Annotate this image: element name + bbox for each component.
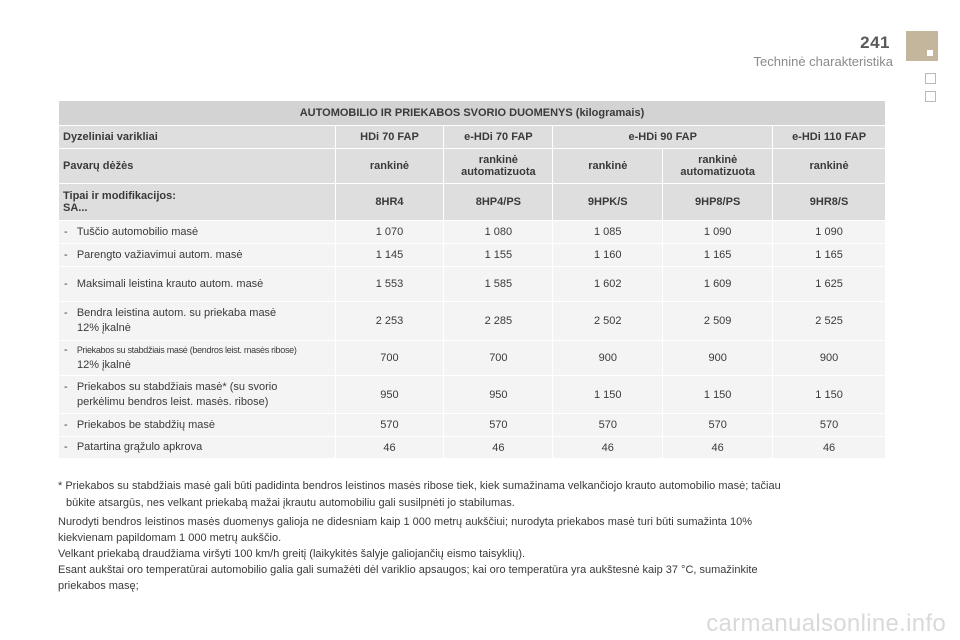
table-cell: 700 — [335, 341, 444, 376]
table-cell: 1 085 — [553, 221, 663, 244]
watermark: carmanualsonline.info — [706, 610, 946, 637]
table-cell: 1 070 — [335, 221, 444, 244]
table-cell: 950 — [444, 376, 553, 414]
gearbox-c3: rankinė — [553, 149, 663, 184]
section-title: Techninė charakteristika — [753, 54, 893, 69]
table-cell: 1 080 — [444, 221, 553, 244]
table-row — [59, 341, 886, 376]
table-cell: 2 525 — [773, 302, 886, 341]
model-c1: 8HR4 — [335, 184, 444, 221]
table-row — [59, 302, 886, 341]
table-cell: 1 602 — [553, 267, 663, 302]
table-cell: 1 585 — [444, 267, 553, 302]
table-cell: 1 090 — [773, 221, 886, 244]
table-cell: 700 — [444, 341, 553, 376]
table-cell: 1 165 — [773, 244, 886, 267]
table-cell: 900 — [663, 341, 773, 376]
weight-data-table — [58, 100, 886, 459]
table-cell: 1 150 — [773, 376, 886, 414]
table-cell: 570 — [773, 414, 886, 437]
row-label: Patartina grąžulo apkrova — [76, 441, 203, 453]
engine-ehdi110: e-HDi 110 FAP — [773, 126, 886, 149]
engine-row — [59, 126, 886, 149]
row-dash: - — [64, 225, 68, 238]
row-label: Priekabos su stabdžiais masė (bendros leist. masės ribose) — [76, 345, 297, 355]
engine-ehdi70: e-HDi 70 FAP — [444, 126, 553, 149]
note-temperature-line1: Esant aukštai oro temperatūrai automobilio galia gali sumažėti dėl variklio apsaugos; kai oro temperatūra yra aukštesnė kaip 37 °C, sumažinkite — [58, 564, 758, 576]
row-label: Tuščio automobilio masė — [76, 225, 199, 238]
chapter-tab-active — [906, 31, 938, 61]
table-cell: 1 090 — [663, 221, 773, 244]
models-row — [59, 184, 886, 221]
model-c2: 8HP4/PS — [444, 184, 553, 221]
table-cell: 950 — [335, 376, 444, 414]
gearbox-label: Pavarų dėžės — [59, 149, 336, 184]
gearbox-c2: rankinė automatizuota — [444, 149, 553, 184]
table-title: AUTOMOBILIO IR PRIEKABOS SVORIO DUOMENYS (kilogramais) — [59, 101, 886, 126]
table-cell: 900 — [773, 341, 886, 376]
table-cell: 1 160 — [553, 244, 663, 267]
models-label-line1: Tipai ir modifikacijos: — [63, 190, 176, 202]
gearbox-c5: rankinė — [773, 149, 886, 184]
model-c4: 9HP8/PS — [663, 184, 773, 221]
table-cell: 570 — [335, 414, 444, 437]
chapter-tab-empty-1 — [925, 73, 936, 84]
table-cell: 1 165 — [663, 244, 773, 267]
row-dash: - — [64, 344, 68, 356]
table-cell: 570 — [663, 414, 773, 437]
footnote-line2: būkite atsargūs, nes velkant priekabą mažai įkrautu automobiliu gali susilpnėti jo stabilumas. — [66, 497, 515, 509]
table-cell: 1 155 — [444, 244, 553, 267]
table-row — [59, 267, 886, 302]
table-cell: 1 150 — [663, 376, 773, 414]
table-cell: 1 150 — [553, 376, 663, 414]
table-cell: 46 — [553, 437, 663, 459]
table-row — [59, 244, 886, 267]
table-row — [59, 221, 886, 244]
row-label: Priekabos be stabdžių masė — [76, 418, 216, 431]
table-cell: 2 509 — [663, 302, 773, 341]
table-row — [59, 376, 886, 414]
table-cell: 2 502 — [553, 302, 663, 341]
table-cell: 1 553 — [335, 267, 444, 302]
row-dash: - — [64, 418, 68, 431]
engine-ehdi90: e-HDi 90 FAP — [553, 126, 773, 149]
notes — [58, 514, 888, 594]
row-label-cont: perkėlimu bendros leist. masės. ribose) — [77, 395, 269, 408]
row-label-cont: 12% įkalnė — [77, 322, 131, 334]
page-number: 241 — [860, 33, 890, 52]
note-altitude-line1: Nurodyti bendros leistinos masės duomenys galioja ne didesniam kaip 1 000 metrų aukščiui; nurodyta priekabos masė turi būti sumažinta 10% — [58, 516, 752, 528]
row-dash: - — [64, 441, 68, 453]
note-speed: Velkant priekabą draudžiama viršyti 100 km/h greitį (laikykitės šalyje galiojančių eismo taisyklių). — [58, 548, 526, 560]
row-label-cont: 12% įkalnė — [77, 359, 131, 371]
table-title-row — [59, 101, 886, 126]
table-cell: 1 609 — [663, 267, 773, 302]
models-label — [59, 184, 336, 221]
table-cell: 46 — [444, 437, 553, 459]
table-row — [59, 437, 886, 459]
table-cell: 570 — [444, 414, 553, 437]
tab-marker-icon — [927, 50, 933, 56]
row-label: Priekabos su stabdžiais masė* (su svorio — [76, 380, 278, 393]
model-c3: 9HPK/S — [553, 184, 663, 221]
engine-hdi70: HDi 70 FAP — [335, 126, 444, 149]
row-dash: - — [64, 380, 68, 393]
table-cell: 900 — [553, 341, 663, 376]
table-cell: 2 285 — [444, 302, 553, 341]
footnote — [58, 478, 888, 512]
models-label-line2: SA... — [63, 202, 88, 214]
row-dash: - — [64, 307, 68, 319]
engine-label: Dyzeliniai varikliai — [59, 126, 336, 149]
table-cell: 1 625 — [773, 267, 886, 302]
footnote-line1: * Priekabos su stabdžiais masė gali būti padidinta bendros leistinos masės ribose tiek, kiek sumažinama velkančiojo krauto automobilio masė; tačiau — [58, 480, 781, 492]
gearbox-c1: rankinė — [335, 149, 444, 184]
chapter-tab-empty-2 — [925, 91, 936, 102]
table-cell: 2 253 — [335, 302, 444, 341]
row-label: Bendra leistina autom. su priekaba masė — [76, 307, 277, 319]
table-cell: 46 — [663, 437, 773, 459]
table-cell: 46 — [773, 437, 886, 459]
model-c5: 9HR8/S — [773, 184, 886, 221]
table-row — [59, 414, 886, 437]
row-dash: - — [64, 248, 68, 261]
gearbox-row — [59, 149, 886, 184]
row-label: Maksimali leistina krauto autom. masė — [76, 277, 264, 290]
table-cell: 570 — [553, 414, 663, 437]
table-cell: 46 — [335, 437, 444, 459]
row-label: Parengto važiavimui autom. masė — [76, 248, 243, 261]
table-cell: 1 145 — [335, 244, 444, 267]
gearbox-c4: rankinė automatizuota — [663, 149, 773, 184]
note-altitude-line2: kiekvienam papildomam 1 000 metrų aukščio. — [58, 532, 282, 544]
row-dash: - — [64, 277, 68, 290]
note-temperature-line2: priekabos masę; — [58, 580, 139, 592]
